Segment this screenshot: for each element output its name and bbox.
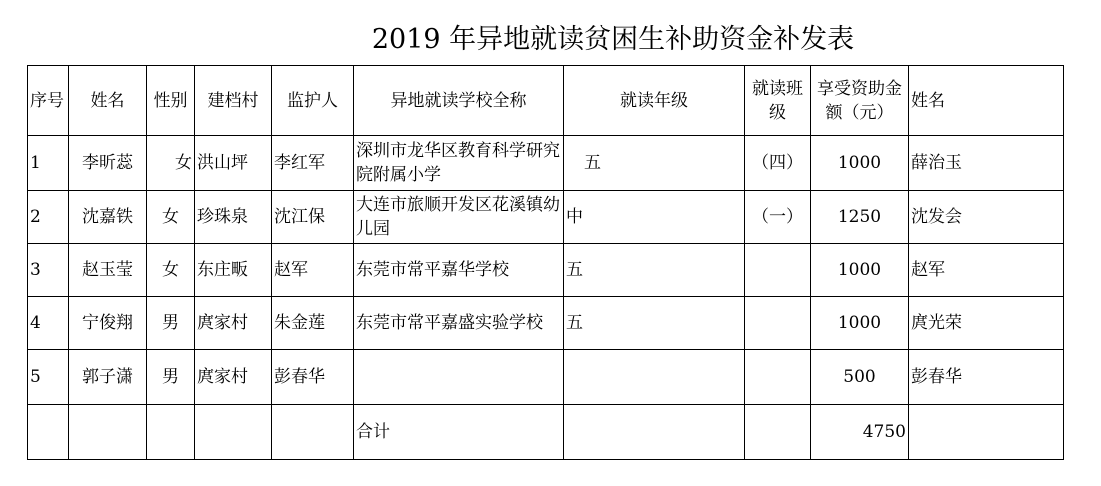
row-village: 珍珠泉 [195, 191, 272, 244]
row-amount: 1250 [811, 191, 909, 244]
row-class: （一） [745, 191, 811, 244]
row-index: 3 [28, 244, 69, 297]
row-recipient-name: 沈发会 [909, 191, 1064, 244]
row-class [745, 244, 811, 297]
header-gender: 性别 [147, 66, 195, 136]
row-guardian: 赵军 [272, 244, 354, 297]
total-blank [147, 405, 195, 460]
row-index: 4 [28, 297, 69, 350]
row-name: 郭子潇 [69, 350, 147, 405]
total-label: 合计 [354, 405, 564, 460]
row-amount: 1000 [811, 244, 909, 297]
table-row [28, 136, 1064, 191]
row-name: 赵玉莹 [69, 244, 147, 297]
row-recipient-name: 彭春华 [909, 350, 1064, 405]
header-class: 就读班级 [745, 66, 811, 136]
row-village: 洪山坪 [195, 136, 272, 191]
total-blank [745, 405, 811, 460]
header-school: 异地就读学校全称 [354, 66, 564, 136]
row-grade [564, 350, 745, 405]
total-blank [28, 405, 69, 460]
row-gender: 男 [147, 297, 195, 350]
row-grade: 五 [564, 244, 745, 297]
table-row [28, 191, 1064, 244]
row-guardian: 彭春华 [272, 350, 354, 405]
header-guardian: 监护人 [272, 66, 354, 136]
row-recipient-name: 赵军 [909, 244, 1064, 297]
total-blank [564, 405, 745, 460]
total-blank [909, 405, 1064, 460]
row-recipient-name: 庹光荣 [909, 297, 1064, 350]
row-name: 沈嘉铁 [69, 191, 147, 244]
row-amount: 500 [811, 350, 909, 405]
header-grade: 就读年级 [564, 66, 745, 136]
row-amount: 1000 [811, 297, 909, 350]
row-gender: 女 [147, 191, 195, 244]
header-name: 姓名 [69, 66, 147, 136]
header-index: 序号 [28, 66, 69, 136]
sheet-title: 2019 年异地就读贫困生补助资金补发表 [371, 24, 855, 55]
row-school: 大连市旅顺开发区花溪镇幼儿园 [354, 191, 564, 244]
row-index: 2 [28, 191, 69, 244]
row-gender: 女 [147, 136, 195, 191]
table-row [28, 244, 1064, 297]
row-school [354, 350, 564, 405]
total-blank [69, 405, 147, 460]
header-village: 建档村 [195, 66, 272, 136]
row-gender: 男 [147, 350, 195, 405]
total-amount: 4750 [811, 405, 909, 460]
total-row [28, 405, 1064, 460]
row-name: 宁俊翔 [69, 297, 147, 350]
row-grade: 五 [564, 136, 745, 191]
row-amount: 1000 [811, 136, 909, 191]
row-grade: 五 [564, 297, 745, 350]
row-class [745, 297, 811, 350]
subsidy-table [27, 65, 1064, 460]
row-grade: 中 [564, 191, 745, 244]
row-school: 深圳市龙华区教育科学研究院附属小学 [354, 136, 564, 191]
row-school: 东莞市常平嘉盛实验学校 [354, 297, 564, 350]
total-blank [272, 405, 354, 460]
table-row [28, 350, 1064, 405]
row-index: 5 [28, 350, 69, 405]
row-guardian: 沈江保 [272, 191, 354, 244]
row-guardian: 李红军 [272, 136, 354, 191]
total-blank [195, 405, 272, 460]
row-school: 东莞市常平嘉华学校 [354, 244, 564, 297]
table-row [28, 297, 1064, 350]
row-class: （四） [745, 136, 811, 191]
row-recipient-name: 薛治玉 [909, 136, 1064, 191]
row-name: 李昕蕊 [69, 136, 147, 191]
header-amount: 享受资助金额（元） [811, 66, 909, 136]
row-village: 庹家村 [195, 350, 272, 405]
row-village: 东庄畈 [195, 244, 272, 297]
row-village: 庹家村 [195, 297, 272, 350]
row-gender: 女 [147, 244, 195, 297]
row-guardian: 朱金莲 [272, 297, 354, 350]
header-row [28, 66, 1064, 136]
header-recipient-name: 姓名 [909, 66, 1064, 136]
row-index: 1 [28, 136, 69, 191]
row-class [745, 350, 811, 405]
